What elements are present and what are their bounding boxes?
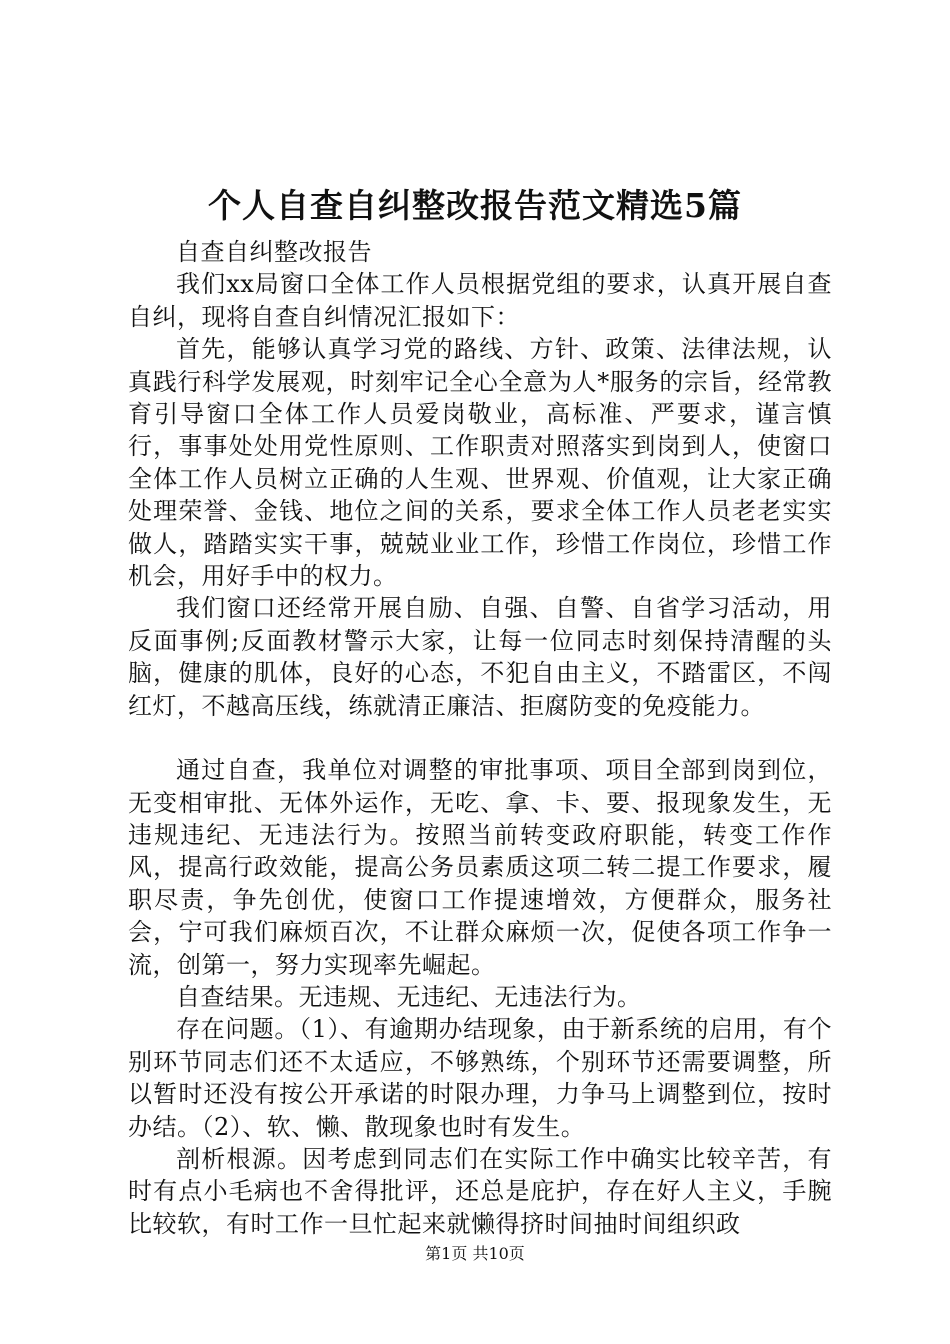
page-footer: 第1页 共10页 <box>425 1244 525 1263</box>
body-paragraph: 我们窗口还经常开展自励、自强、自警、自省学习活动，用反面事例;反面教材警示大家，让每一位同志时刻保持清醒的头脑，健康的肌体，良好的心态，不犯自由主义，不踏雷区，不闯红灯，不越高压线，练就清正廉洁、拒腐防变的免疫能力。 <box>128 594 832 720</box>
document-body <box>128 236 832 1240</box>
intro-paragraph: 我们xx局窗口全体工作人员根据党组的要求，认真开展自查自纠，现将自查自纠情况汇报如下： <box>128 270 832 331</box>
result-paragraph: 自查结果。无违规、无违纪、无违法行为。 <box>176 982 642 1011</box>
problem-paragraph: 存在问题。（1）、有逾期办结现象，由于新系统的启用，有个别环节同志们还不太适应，不够熟练，个别环节还需要调整，所以暂时还没有按公开承诺的时限办理，力争马上调整到位，按时办结。（2）、软、懒、散现象也时有发生。 <box>128 1015 832 1141</box>
body-paragraph: 首先，能够认真学习党的路线、方针、政策、法律法规，认真践行科学发展观，时刻牢记全心全意为人*服务的宗旨，经常教育引导窗口全体工作人员爱岗敬业，高标准、严要求，谨言慎行，事事处处用党性原则、工作职责对照落实到岗到人，使窗口全体工作人员树立正确的人生观、世界观、价值观，让大家正确处理荣誉、金钱、地位之间的关系，要求全体工作人员老老实实做人，踏踏实实干事，兢兢业业工作，珍惜工作岗位，珍惜工作机会，用好手中的权力。 <box>128 335 832 591</box>
analysis-paragraph: 剖析根源。因考虑到同志们在实际工作中确实比较辛苦，有时有点小毛病也不舍得批评，还总是庇护，存在好人主义，手腕比较软，有时工作一旦忙起来就懒得挤时间抽时间组织政 <box>128 1144 832 1238</box>
body-paragraph: 通过自查，我单位对调整的审批事项、项目全部到岗到位，无变相审批、无体外运作，无吃、拿、卡、要、报现象发生，无违规违纪、无违法行为。按照当前转变政府职能，转变工作作风，提高行政效能，提高公务员素质这项二转二提工作要求，履职尽责，争先创优，使窗口工作提速增效，方便群众，服务社会，宁可我们麻烦百次，不让群众麻烦一次，促使各项工作争一流，创第一，努力实现率先崛起。 <box>128 756 832 979</box>
document-title: 个人自查自纠整改报告范文精选5篇 <box>208 186 742 225</box>
subtitle-paragraph: 自查自纠整改报告 <box>176 238 372 266</box>
